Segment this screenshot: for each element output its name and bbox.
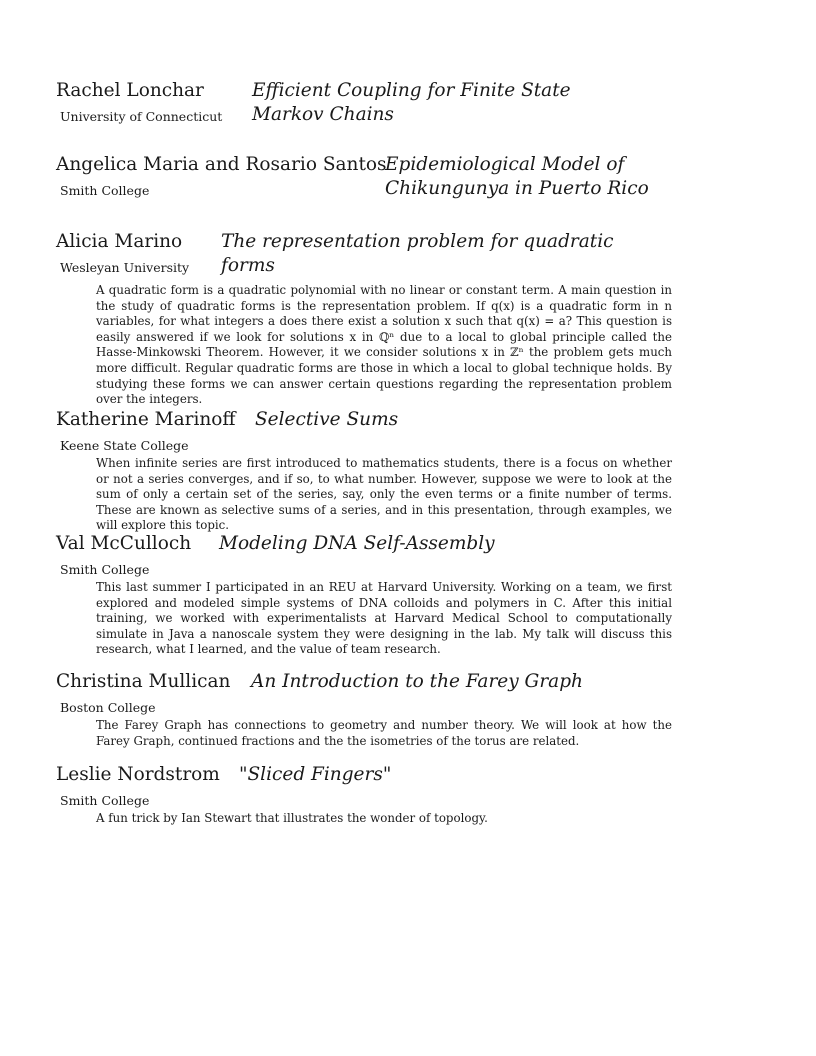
talk-title-line: Efficient Coupling for Finite State	[252, 80, 571, 101]
talk-title-line: Chikungunya in Puerto Rico	[385, 178, 649, 199]
speaker-school: Keene State College	[60, 438, 189, 453]
talk-abstract: A fun trick by Ian Stewart that illustrates the wonder of topology.	[96, 811, 488, 825]
speaker-name: Leslie Nordstrom	[56, 764, 220, 785]
speaker-name: Alicia Marino	[56, 231, 183, 252]
talk-abstract: This last summer I participated in an REU at Harvard University. Working on a team, we first explored and modeled simple systems of DNA colloids and polymers in C. After this initial training, we worked with experimentalists at Harvard Medical School to computationally simulate in Java a nanoscale system they were designing in the lab. My talk will discuss this research, what I learned, and the value of team research.	[96, 580, 672, 657]
speaker-school: Smith College	[60, 562, 150, 577]
talk-title-line: Selective Sums	[255, 409, 399, 430]
speaker-school: Boston College	[60, 700, 156, 715]
talk-title	[251, 670, 583, 694]
talk-title-line: forms	[221, 255, 275, 276]
talk-title	[239, 763, 391, 787]
speaker-name: Val McCulloch	[56, 533, 192, 554]
talk-title-line: Modeling DNA Self-Assembly	[219, 533, 495, 554]
talk-title-line: An Introduction to the Farey Graph	[251, 671, 583, 692]
speaker-name: Rachel Lonchar	[56, 80, 204, 101]
talk-title	[221, 230, 614, 278]
talk-title	[255, 408, 398, 432]
talk-title-line: The representation problem for quadratic	[221, 231, 614, 252]
talk-title	[252, 79, 571, 127]
talk-title	[385, 153, 649, 201]
speaker-school: Smith College	[60, 183, 150, 198]
talk-abstract: When infinite series are first introduced to mathematics students, there is a focus on whether or not a series converges, and if so, to what number. However, suppose we were to look at the sum of only a certain set of the series, say, only the even terms or a finite number of terms. These are known as selective sums of a series, and in this presentation, through examples, we will explore this topic.	[96, 456, 672, 533]
speaker-school: Smith College	[60, 793, 150, 808]
speaker-school: Wesleyan University	[60, 260, 190, 275]
speaker-name: Christina Mullican	[56, 671, 231, 692]
speaker-name: Katherine Marinoff	[56, 409, 236, 430]
talk-title-line: Markov Chains	[252, 104, 394, 125]
speaker-name: Angelica Maria and Rosario Santos	[56, 154, 387, 175]
talk-title	[219, 532, 495, 556]
speaker-school: University of Connecticut	[60, 109, 223, 124]
talk-title-line: Epidemiological Model of	[385, 154, 625, 175]
talk-title-line: "Sliced Fingers"	[239, 764, 392, 785]
talk-abstract: A quadratic form is a quadratic polynomial with no linear or constant term. A main question in the study of quadratic forms is the representation problem. If q(x) is a quadratic form in n variables, for what integers a does there exist a solution x such that q(x) = a? This question is easily answered if we look for solutions x in ℚⁿ due to a local to global principle called the Hasse-Minkowski Theorem. However, it we consider solutions x in ℤⁿ the problem gets much more difficult. Regular quadratic forms are those in which a local to global technique holds. By studying these forms we can answer certain questions regarding the representation problem over the integers.	[96, 283, 672, 407]
talk-abstract: The Farey Graph has connections to geometry and number theory. We will look at how the Farey Graph, continued fractions and the the isometries of the torus are related.	[96, 718, 672, 748]
